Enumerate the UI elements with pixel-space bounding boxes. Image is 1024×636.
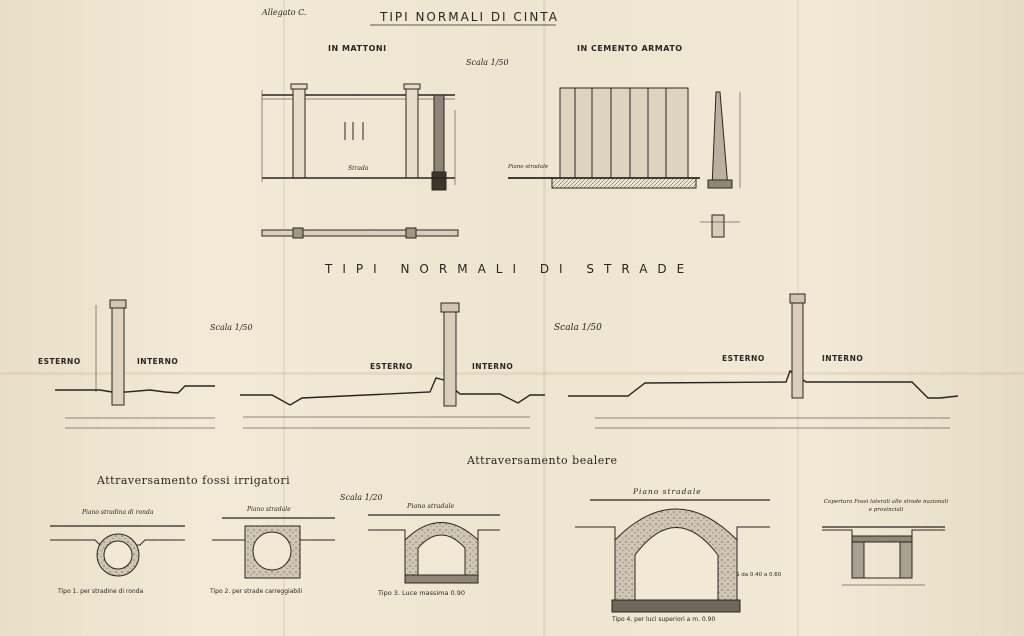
crossing-ditch-cover [822,527,945,585]
crossing-type-3 [368,515,500,583]
road3-outside: ESTERNO [722,354,765,363]
type3-caption: Tipo 3. Luce massima 0.90 [378,589,466,597]
roads-scale-left: Scala 1/50 [210,323,253,332]
type4-dimension: S da 0.40 a 0.60 [736,572,782,578]
crossing4-level: Piano stradale [633,487,702,496]
type1-caption: Tipo 1. per stradine di ronda [58,588,144,595]
walls-scale: Scala 1/50 [466,58,509,67]
brick-label: IN MATTONI [328,44,387,53]
crossing-type-4 [575,500,770,612]
bealere-title: Attraversamento bealere [467,454,618,467]
road2-outside: ESTERNO [370,362,413,371]
crossing-type-1 [50,526,185,576]
road2-inside: INTERNO [472,362,514,371]
brick-fence-plan [262,228,458,238]
roads-scale-right: Scala 1/50 [554,323,602,333]
brick-fence-elevation [262,84,455,190]
annex-label: Allegato C. [262,8,307,17]
concrete-fence-elevation [508,88,700,188]
crossing3-level: Piano stradale [407,502,455,510]
concrete-post-section [700,92,740,237]
crossing-type-2 [212,518,335,578]
walls-title: TIPI NORMALI DI CINTA [380,10,559,24]
fence-road-level: Piano stradale [508,164,549,170]
irrigation-title: Attraversamento fossi irrigatori [97,474,291,487]
road1-inside: INTERNO [137,357,179,366]
crossings-scale: Scala 1/20 [340,493,383,502]
type2-caption: Tipo 2. per strade carreggiabili [210,588,303,595]
ditch-cover-note: Copertura Fossi laterali alle strade nazionali e provinciali [823,499,949,513]
road1-outside: ESTERNO [38,357,81,366]
road3-inside: INTERNO [822,354,864,363]
crossing2-level: Piano stradale [247,506,291,513]
fence-road-label: Strada [348,165,369,172]
concrete-label: IN CEMENTO ARMATO [577,44,683,53]
type4-caption: Tipo 4. per luci superiori a m. 0.90 [612,616,716,623]
roads-title: TIPI NORMALI DI STRADE [325,262,695,276]
crossing1-level: Piano stradina di ronda [82,509,154,516]
